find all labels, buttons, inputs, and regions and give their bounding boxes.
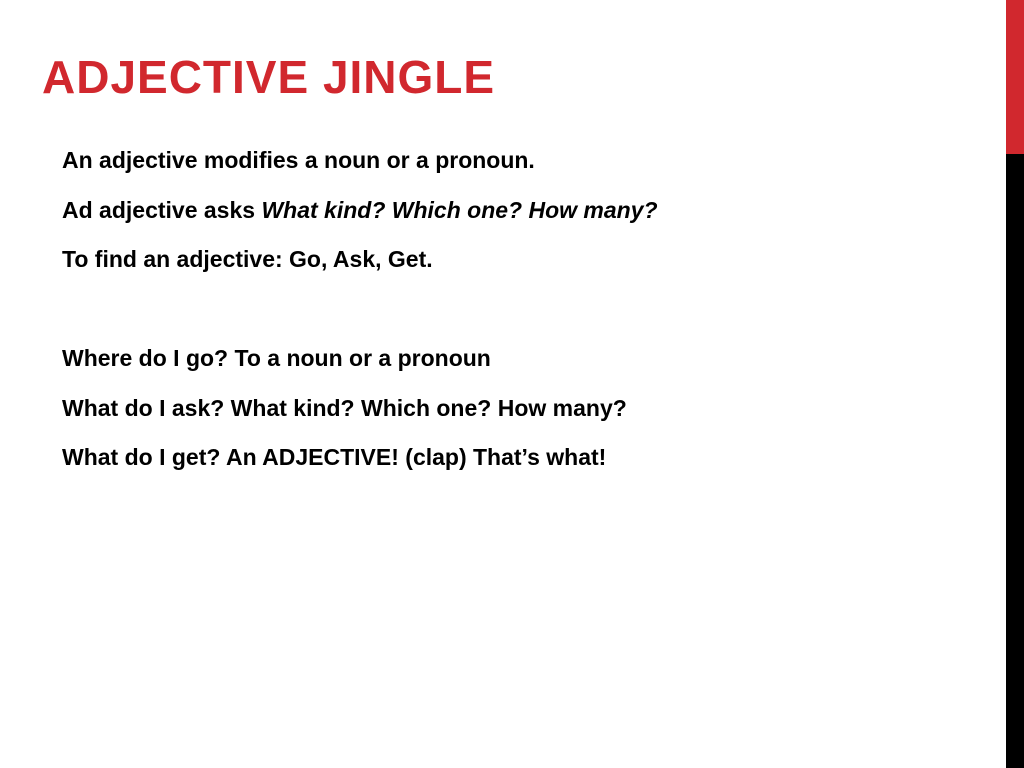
body-line-text: Ad adjective asks (62, 196, 262, 223)
body-line-text: Where do I go? To a noun or a pronoun (62, 345, 491, 371)
body-line-blank (62, 289, 992, 339)
body-line-text: To find an adjective: Go, Ask, Get. (62, 246, 433, 272)
side-bar-black-segment (1006, 154, 1024, 768)
slide-title: ADJECTIVE JINGLE (42, 51, 496, 103)
body-line-text: What do I get? An ADJECTIVE! (clap) That’s what! (62, 444, 607, 470)
body-line (62, 388, 992, 438)
body-line-text: An adjective modifies a noun or a pronoun. (62, 147, 535, 173)
side-accent-bar (1006, 0, 1024, 768)
body-line (62, 239, 992, 289)
slide-body (62, 140, 992, 487)
body-line (62, 190, 992, 240)
body-line (62, 338, 992, 388)
body-line-italic-text: What kind? Which one? How many? (261, 196, 658, 223)
body-line (62, 140, 992, 190)
body-line (62, 437, 992, 487)
side-bar-red-segment (1006, 0, 1024, 154)
body-line-text: What do I ask? What kind? Which one? How many? (62, 394, 627, 421)
